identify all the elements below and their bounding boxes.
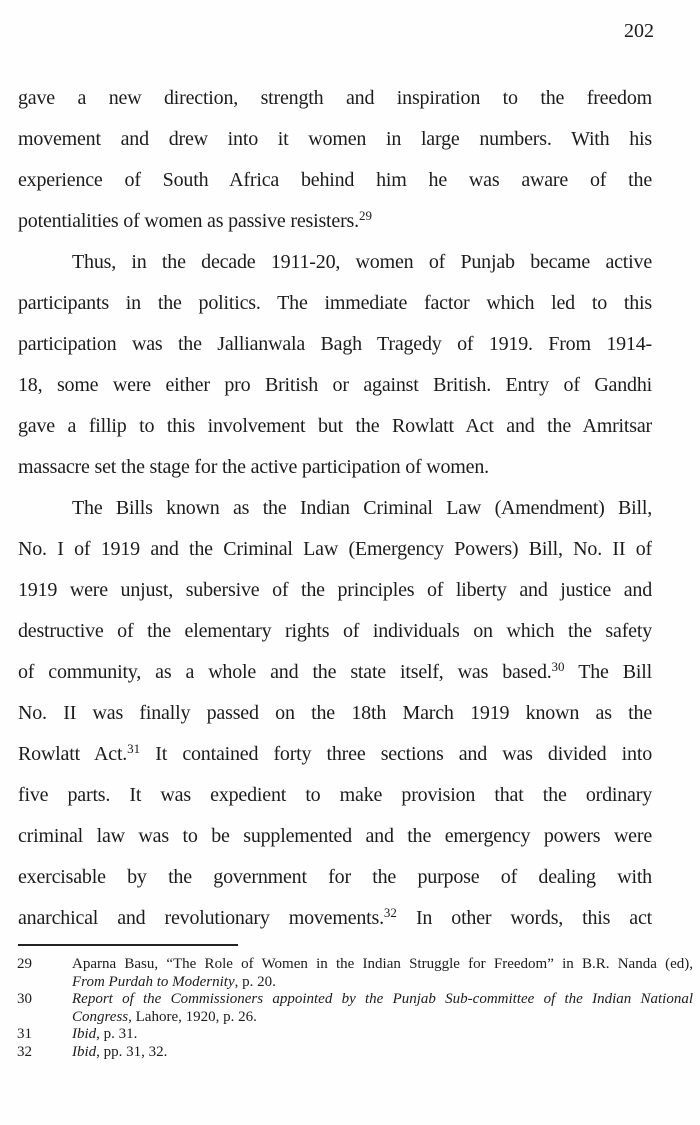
body-line	[18, 775, 652, 816]
footnote-text	[72, 991, 693, 1026]
footnote	[17, 991, 693, 1026]
footnote-ref-superscript: 31	[127, 741, 141, 756]
text-segment: criminal law was to be supplemented and the emergency powers were	[18, 825, 652, 847]
text-segment: The Bills known as the Indian Criminal Law (Amendment) Bill,	[72, 497, 652, 519]
body-line	[18, 857, 652, 898]
footnote	[17, 1044, 693, 1062]
footnote-ref-superscript: 29	[358, 208, 372, 223]
text-segment: No. II was finally passed on the 18th March 1919 known as the	[18, 702, 652, 724]
body-line	[18, 529, 652, 570]
paragraph	[18, 242, 652, 488]
text-segment: , p. 31.	[96, 1026, 138, 1042]
footnote-text	[72, 1026, 693, 1044]
text-segment: movement and drew into it women in large numbers. With his	[18, 128, 652, 150]
text-segment: No. I of 1919 and the Criminal Law (Emergency Powers) Bill, No. II of	[18, 538, 652, 560]
text-segment: gave a new direction, strength and inspiration to the freedom	[18, 87, 652, 109]
text-segment: exercisable by the government for the purpose of dealing with	[18, 866, 652, 888]
text-segment: of community, as a whole and the state itself, was based.	[18, 661, 552, 683]
text-segment: Ibid	[72, 1026, 97, 1042]
footnote-line	[72, 1026, 693, 1044]
text-segment: anarchical and revolutionary movements.	[18, 907, 384, 929]
footnote-separator-rule	[18, 944, 238, 946]
text-segment: The Bill	[564, 661, 652, 683]
body-line	[18, 78, 652, 119]
text-segment: gave a fillip to this involvement but the Rowlatt Act and the Amritsar	[18, 415, 652, 437]
body-line	[18, 816, 652, 857]
footnote-number: 29	[17, 956, 32, 972]
body-line	[18, 283, 652, 324]
footnote-number: 31	[17, 1026, 32, 1042]
text-segment: It contained forty three sections and was divided into	[140, 743, 652, 765]
footnote-ref-superscript: 32	[383, 905, 397, 920]
text-segment: Ibid	[72, 1043, 97, 1060]
body-text	[18, 78, 652, 939]
body-line	[18, 160, 652, 201]
footnote-text	[72, 1044, 693, 1062]
paragraph	[18, 488, 652, 939]
text-segment: Report of the Commissioners appointed by the Punjab Sub-committee of the Indian National	[72, 991, 693, 1007]
body-line	[18, 570, 652, 611]
body-line	[18, 734, 652, 775]
text-segment: massacre set the stage for the active participation of women.	[18, 456, 489, 478]
text-segment: potentialities of women as passive resisters.	[18, 210, 359, 232]
footnote-line	[72, 991, 693, 1009]
body-line	[18, 365, 652, 406]
footnote-line	[72, 1044, 693, 1062]
text-segment: five parts. It was expedient to make provision that the ordinary	[18, 784, 652, 806]
footnote	[17, 956, 693, 991]
text-segment: Congress	[72, 1008, 129, 1025]
text-segment: destructive of the elementary rights of individuals on which the safety	[18, 620, 652, 642]
text-segment: From Purdah to Modernity	[72, 973, 235, 990]
footnote-text	[72, 956, 693, 991]
body-line	[18, 201, 652, 242]
text-segment: In other words, this act	[396, 907, 652, 929]
footnote	[17, 1026, 693, 1044]
paragraph	[18, 78, 652, 242]
text-segment: , Lahore, 1920, p. 26.	[128, 1008, 257, 1025]
text-segment: 1919 were unjust, subersive of the principles of liberty and justice and	[18, 579, 652, 601]
footnote-number: 30	[17, 991, 32, 1007]
footnote-ref-superscript: 30	[551, 659, 565, 674]
text-segment: , p. 20.	[234, 973, 276, 990]
body-line	[18, 898, 652, 939]
body-line	[18, 693, 652, 734]
body-line	[18, 611, 652, 652]
text-segment: Rowlatt Act.	[18, 743, 128, 765]
page-number: 202	[624, 20, 654, 42]
footnote-line	[72, 1009, 693, 1027]
text-segment: , pp. 31, 32.	[96, 1043, 168, 1060]
footnote-line	[72, 974, 693, 992]
footnotes-section	[17, 956, 693, 1061]
text-segment: 18, some were either pro British or against British. Entry of Gandhi	[18, 374, 652, 396]
body-line	[18, 447, 652, 488]
body-line	[18, 406, 652, 447]
body-line	[18, 324, 652, 365]
text-segment: Thus, in the decade 1911-20, women of Punjab became active	[72, 251, 652, 273]
body-line	[18, 119, 652, 160]
text-segment: experience of South Africa behind him he was aware of the	[18, 169, 652, 191]
footnote-line	[72, 956, 693, 974]
footnote-number: 32	[17, 1043, 32, 1060]
body-line	[18, 652, 652, 693]
text-segment: participation was the Jallianwala Bagh Tragedy of 1919. From 1914-	[18, 333, 652, 355]
text-segment: participants in the politics. The immediate factor which led to this	[18, 292, 652, 314]
body-line	[18, 242, 652, 283]
text-segment: Aparna Basu, “The Role of Women in the Indian Struggle for Freedom” in B.R. Nanda (ed),	[72, 956, 693, 972]
body-line	[18, 488, 652, 529]
